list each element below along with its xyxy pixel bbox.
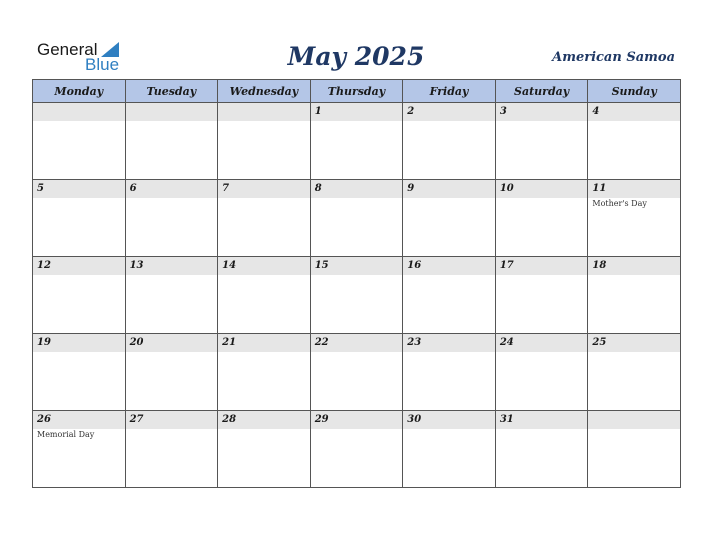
weekday-header: Wednesday xyxy=(218,80,311,103)
calendar-grid xyxy=(32,79,681,488)
day-number: 10 xyxy=(496,180,588,198)
day-number: 14 xyxy=(218,257,310,275)
day-number: 22 xyxy=(311,334,403,352)
day-cell[interactable] xyxy=(125,411,218,488)
day-cell[interactable] xyxy=(310,411,403,488)
day-cell[interactable] xyxy=(495,334,588,411)
day-cell[interactable] xyxy=(218,180,311,257)
weekday-header: Thursday xyxy=(310,80,403,103)
day-number: 3 xyxy=(496,103,588,121)
day-cell[interactable] xyxy=(33,103,126,180)
day-number: 20 xyxy=(126,334,218,352)
week-row xyxy=(33,180,681,257)
day-number: 12 xyxy=(33,257,125,275)
day-number: 11 xyxy=(588,180,680,198)
day-number: 28 xyxy=(218,411,310,429)
day-cell[interactable] xyxy=(588,257,681,334)
day-cell[interactable] xyxy=(310,334,403,411)
brand-name-general: General xyxy=(37,40,98,59)
day-cell[interactable] xyxy=(33,257,126,334)
day-cell[interactable] xyxy=(33,334,126,411)
weekday-header: Tuesday xyxy=(125,80,218,103)
day-cell[interactable] xyxy=(403,103,496,180)
day-cell[interactable] xyxy=(495,180,588,257)
day-number: 18 xyxy=(588,257,680,275)
week-row xyxy=(33,334,681,411)
weekday-header: Monday xyxy=(33,80,126,103)
day-number xyxy=(126,103,218,121)
day-cell[interactable] xyxy=(218,103,311,180)
day-number: 21 xyxy=(218,334,310,352)
weekday-header: Friday xyxy=(403,80,496,103)
day-number: 25 xyxy=(588,334,680,352)
day-cell[interactable] xyxy=(495,103,588,180)
day-number: 2 xyxy=(403,103,495,121)
day-number: 5 xyxy=(33,180,125,198)
day-number: 1 xyxy=(311,103,403,121)
week-row xyxy=(33,103,681,180)
day-number xyxy=(588,411,680,429)
day-number: 23 xyxy=(403,334,495,352)
day-cell[interactable] xyxy=(33,411,126,488)
weekday-header: Saturday xyxy=(495,80,588,103)
day-cell[interactable] xyxy=(588,411,681,488)
day-number: 26 xyxy=(33,411,125,429)
day-number xyxy=(218,103,310,121)
day-cell[interactable] xyxy=(403,180,496,257)
day-cell[interactable] xyxy=(403,334,496,411)
day-number xyxy=(33,103,125,121)
day-cell[interactable] xyxy=(588,180,681,257)
day-cell[interactable] xyxy=(125,257,218,334)
day-cell[interactable] xyxy=(310,257,403,334)
day-cell[interactable] xyxy=(33,180,126,257)
day-cell[interactable] xyxy=(218,411,311,488)
week-row xyxy=(33,257,681,334)
day-number: 29 xyxy=(311,411,403,429)
day-number: 27 xyxy=(126,411,218,429)
weekday-header: Sunday xyxy=(588,80,681,103)
day-cell[interactable] xyxy=(403,411,496,488)
day-cell[interactable] xyxy=(125,334,218,411)
day-number: 6 xyxy=(126,180,218,198)
week-row xyxy=(33,411,681,488)
day-cell[interactable] xyxy=(588,103,681,180)
calendar-body xyxy=(33,103,681,488)
day-cell[interactable] xyxy=(125,180,218,257)
day-cell[interactable] xyxy=(310,180,403,257)
day-cell[interactable] xyxy=(218,334,311,411)
day-cell[interactable] xyxy=(588,334,681,411)
holiday-label: Mother's Day xyxy=(592,199,647,208)
day-cell[interactable] xyxy=(403,257,496,334)
day-cell[interactable] xyxy=(125,103,218,180)
day-number: 16 xyxy=(403,257,495,275)
page-title: May 2025 xyxy=(287,42,425,71)
day-number: 31 xyxy=(496,411,588,429)
day-number: 4 xyxy=(588,103,680,121)
day-number: 7 xyxy=(218,180,310,198)
day-number: 24 xyxy=(496,334,588,352)
day-number: 17 xyxy=(496,257,588,275)
day-number: 13 xyxy=(126,257,218,275)
day-number: 30 xyxy=(403,411,495,429)
day-cell[interactable] xyxy=(310,103,403,180)
brand-name-blue: Blue xyxy=(85,55,120,74)
weekday-header-row xyxy=(33,80,681,103)
holiday-label: Memorial Day xyxy=(37,430,95,439)
day-number: 9 xyxy=(403,180,495,198)
region-label: American Samoa xyxy=(552,50,675,65)
day-number: 8 xyxy=(311,180,403,198)
day-number: 15 xyxy=(311,257,403,275)
day-cell[interactable] xyxy=(218,257,311,334)
day-cell[interactable] xyxy=(495,411,588,488)
day-cell[interactable] xyxy=(495,257,588,334)
day-number: 19 xyxy=(33,334,125,352)
